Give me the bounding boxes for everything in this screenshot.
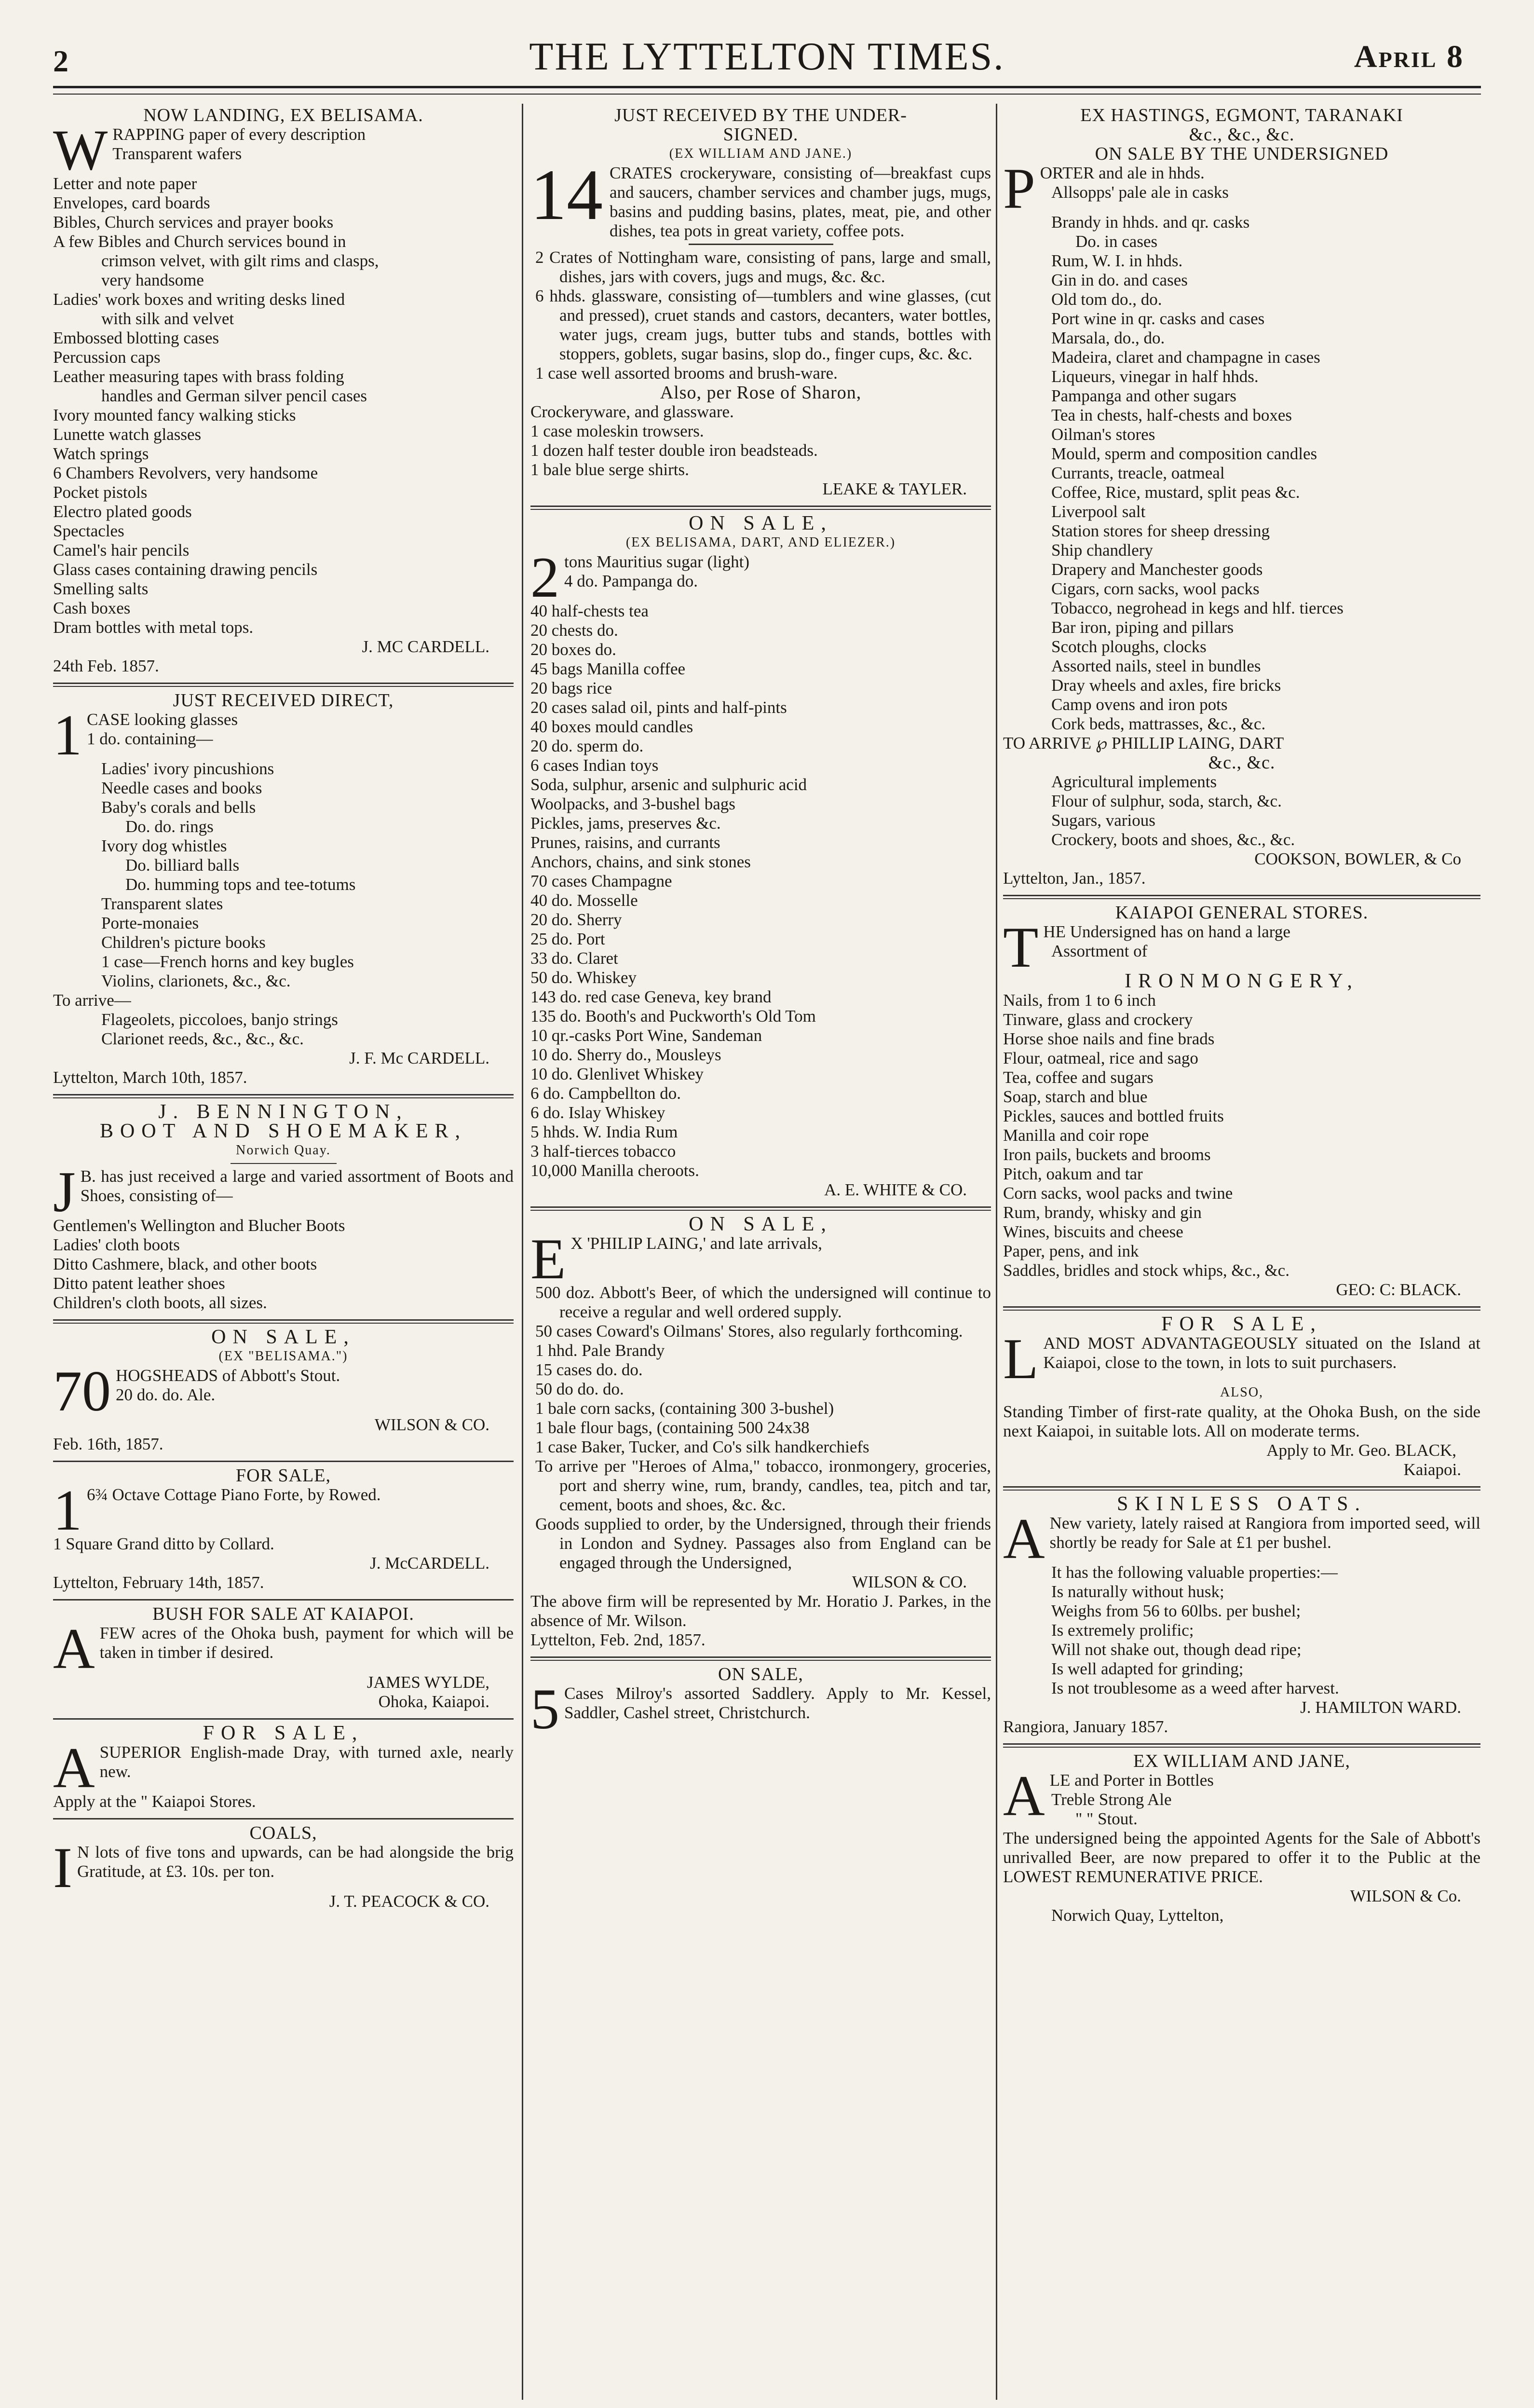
advert-item: 135 do. Booth's and Puckworth's Old Tom [530, 1007, 816, 1026]
advert-coals [53, 1821, 514, 1915]
advert-line: Scotch ploughs, clocks [1051, 637, 1207, 656]
advert-line: Station stores for sheep dressing [1051, 521, 1270, 540]
masthead [0, 0, 1534, 111]
advert-heading: FOR SALE, [1161, 1313, 1322, 1335]
drop-cap: 1 [53, 1478, 82, 1542]
advert-line: Children's picture books [101, 933, 266, 952]
advert-line: HOGSHEADS of Abbott's Stout. [116, 1366, 340, 1385]
advert-line: TO ARRIVE ℘ PHILLIP LAING, DART [1003, 734, 1284, 752]
drop-cap: 70 [53, 1359, 111, 1423]
advert-ae-white [530, 512, 991, 1204]
section-rule [1003, 1743, 1480, 1745]
advert-line: Gin in do. and cases [1051, 271, 1188, 289]
advert-line: CASE looking glasses [87, 710, 238, 729]
advert-belisama-stationery [53, 104, 514, 680]
drop-cap: L [1003, 1327, 1039, 1391]
advert-item: 25 do. Port [530, 930, 605, 948]
section-rule [530, 1206, 991, 1208]
advert-line: Apply at the " Kaiapoi Stores. [53, 1792, 256, 1811]
column-2 [530, 104, 991, 2400]
advert-line: Camp ovens and iron pots [1051, 695, 1228, 714]
advert-line: tons Mauritius sugar (light) [564, 552, 749, 571]
advert-signature: JAMES WYLDE, [367, 1673, 489, 1692]
advert-line: 1 bale blue serge shirts. [530, 460, 689, 479]
advert-line: 6¾ Octave Cottage Piano Forte, by Rowed. [87, 1485, 381, 1504]
advert-date: Rangiora, January 1857. [1003, 1717, 1168, 1736]
advert-item: 5 hhds. W. India Rum [530, 1122, 678, 1141]
advert-item: 20 do. Sherry [530, 910, 622, 929]
advert-signature: LEAKE & TAYLER. [822, 479, 967, 498]
advert-item: 143 do. red case Geneva, key brand [530, 987, 772, 1006]
advert-signature: WILSON & CO. [852, 1573, 967, 1591]
advert-line: with silk and velvet [101, 309, 234, 328]
advert-line: Ladies' ivory pincushions [101, 759, 274, 778]
advert-line: Rum, brandy, whisky and gin [1003, 1203, 1202, 1222]
advert-line: Leather measuring tapes with brass folding [53, 367, 344, 386]
advert-item: 50 do. Whiskey [530, 968, 637, 987]
advert-line: Bar iron, piping and pillars [1051, 618, 1234, 637]
advert-heading: ON SALE, [689, 1213, 833, 1235]
advert-line: Spectacles [53, 521, 124, 540]
advert-line: Currants, treacle, oatmeal [1051, 464, 1225, 482]
advert-sub: (EX BELISAMA, DART, AND ELIEZER.) [625, 535, 896, 550]
section-rule [1003, 1747, 1480, 1748]
advert-line: Pickles, sauces and bottled fruits [1003, 1107, 1224, 1125]
advert-date: Lyttelton, March 10th, 1857. [53, 1068, 247, 1087]
advert-line: &c., &c. [1208, 752, 1276, 773]
advert-place: Norwich Quay, Lyttelton, [1051, 1906, 1224, 1925]
advert-line: 1 dozen half tester double iron beadsteads. [530, 441, 818, 460]
advert-line: Weighs from 56 to 60lbs. per bushel; [1051, 1601, 1301, 1620]
advert-line: Flour of sulphur, soda, starch, &c. [1051, 792, 1282, 810]
section-rule [53, 1323, 514, 1324]
advert-line: very handsome [101, 271, 204, 289]
advert-just-received-direct [53, 689, 514, 1091]
advert-heading: EX HASTINGS, EGMONT, TARANAKI [1080, 105, 1403, 125]
advert-heading: &c., &c., &c. [1189, 124, 1295, 145]
advert-dray-for-sale [53, 1722, 514, 1815]
advert-item: 70 cases Champagne [530, 872, 672, 890]
advert-heading: SIGNED. [723, 124, 799, 145]
section-rule [1003, 898, 1480, 899]
advert-line: HE Undersigned has on hand a large [1043, 922, 1290, 941]
advert-line: handles and German silver pencil cases [101, 386, 367, 405]
advert-line: Watch springs [53, 444, 149, 463]
advert-item: 6 do. Campbellton do. [530, 1084, 681, 1103]
advert-line: Transparent wafers [112, 144, 242, 163]
advert-line: Saddles, bridles and stock whips, &c., &c. [1003, 1261, 1290, 1280]
column-rule [522, 104, 523, 2400]
advert-line: RAPPING paper of every description [112, 125, 366, 144]
advert-item: 20 bags rice [530, 679, 612, 698]
advert-signature: J. F. Mc CARDELL. [349, 1049, 489, 1067]
advert-line: Allsopps' pale ale in casks [1051, 183, 1229, 202]
advert-line: ORTER and ale in hhds. [1040, 164, 1205, 182]
advert-heading: KAIAPOI GENERAL STORES. [1115, 903, 1369, 923]
advert-skinless-oats [1003, 1492, 1480, 1740]
advert-line: Baby's corals and bells [101, 798, 256, 817]
advert-line: Bibles, Church services and prayer books [53, 213, 334, 232]
section-rule [53, 1818, 514, 1820]
advert-item: 1 case well assorted brooms and brush-ware. [535, 364, 838, 383]
advert-bush-for-sale [53, 1602, 514, 1715]
advert-place: Kaiapoi. [1403, 1460, 1461, 1479]
advert-line: Oilman's stores [1051, 425, 1155, 444]
advert-place: Ohoka, Kaiapoi. [378, 1692, 489, 1711]
advert-line: Letter and note paper [53, 174, 197, 193]
advert-line: Do. do. rings [125, 817, 214, 836]
drop-cap: P [1003, 156, 1035, 220]
advert-line: Dram bottles with metal tops. [53, 618, 254, 637]
advert-line: Clarionet reeds, &c., &c., &c. [101, 1029, 304, 1048]
drop-cap: E [530, 1227, 566, 1291]
short-rule [231, 1163, 337, 1164]
advert-item: 3 half-tierces tobacco [530, 1142, 676, 1161]
advert-line: Nails, from 1 to 6 inch [1003, 991, 1156, 1010]
advert-line: Children's cloth boots, all sizes. [53, 1293, 267, 1312]
advert-line: Ivory mounted fancy walking sticks [53, 406, 296, 424]
drop-cap: T [1003, 915, 1039, 979]
advert-body: X 'PHILIP LAING,' and late arrivals, [570, 1234, 822, 1253]
advert-heading: EX WILLIAM AND JANE, [1133, 1751, 1350, 1771]
advert-line: Tea in chests, half-chests and boxes [1051, 406, 1292, 424]
advert-line: Is not troublesome as a weed after harvest. [1051, 1679, 1339, 1697]
advert-line: Manilla and coir rope [1003, 1126, 1149, 1145]
advert-line: Is well adapted for grinding; [1051, 1659, 1244, 1678]
advert-body: AND MOST ADVANTAGEOUSLY situated on the Island at Kaiapoi, close to the town, in lots to suit purchasers. [1043, 1334, 1480, 1372]
drop-cap: A [1003, 1506, 1045, 1571]
advert-line: Dray wheels and axles, fire bricks [1051, 676, 1281, 695]
advert-signature: COOKSON, BOWLER, & Co [1254, 849, 1461, 868]
drop-cap: 14 [530, 155, 603, 235]
advert-date: Lyttelton, Jan., 1857. [1003, 869, 1146, 888]
advert-line: Porte-monaies [101, 914, 199, 932]
advert-item: 1 bale corn sacks, (containing 300 3-bushel) [535, 1399, 834, 1418]
advert-line: 20 do. do. Ale. [116, 1385, 216, 1404]
advert-line: Crockery, boots and shoes, &c., &c. [1051, 830, 1295, 849]
advert-item: 10 do. Glenlivet Whiskey [530, 1065, 704, 1083]
drop-cap: A [53, 1736, 95, 1800]
advert-line: Sugars, various [1051, 811, 1155, 830]
advert-line: Do. billiard balls [125, 856, 240, 875]
drop-cap: A [53, 1616, 95, 1681]
advert-line: Wines, biscuits and cheese [1003, 1222, 1183, 1241]
advert-item: Goods supplied to order, by the Undersigned, through their friends in London and Sydney. Passages also from England can be engaged through the Undersigned, [535, 1515, 991, 1572]
column-rule [996, 104, 997, 2400]
advert-body: CRATES crockeryware, consisting of—breakfast cups and saucers, chamber services and chamber jugs, mugs, basins and pudding basins, plates, meat, pie, and other dishes, tea pots in great variety, coffee pots. [610, 164, 991, 240]
advert-item: 500 doz. Abbott's Beer, of which the undersigned will continue to receive a regular and well ordered supply. [535, 1283, 991, 1321]
advert-line: Pitch, oakum and tar [1003, 1164, 1143, 1183]
advert-line: 1 case—French horns and key bugles [101, 952, 354, 971]
advert-item: 20 cases salad oil, pints and half-pints [530, 698, 787, 717]
section-rule [1003, 1310, 1480, 1311]
advert-body: Cases Milroy's assorted Saddlery. Apply to Mr. Kessel, Saddler, Cashel street, Christchurch. [564, 1684, 991, 1722]
advert-item: 1 bale flour bags, (containing 500 24x38 [535, 1418, 810, 1437]
advert-item: 33 do. Claret [530, 949, 618, 968]
advert-line: Corn sacks, wool packs and twine [1003, 1184, 1233, 1203]
advert-item: Pickles, jams, preserves &c. [530, 814, 721, 833]
advert-line: Is naturally without husk; [1051, 1582, 1224, 1601]
short-rule [689, 244, 833, 245]
advert-signature: A. E. WHITE & CO. [824, 1180, 967, 1199]
advert-line: Is extremely prolific; [1051, 1621, 1194, 1640]
advert-heading: ON SALE BY THE UNDERSIGNED [1095, 144, 1389, 164]
advert-heading: JUST RECEIVED BY THE UNDER- [614, 105, 907, 125]
advert-item: 20 do. sperm do. [530, 737, 644, 755]
advert-line: Assorted nails, steel in bundles [1051, 657, 1261, 675]
advert-body: New variety, lately raised at Rangiora from imported seed, will shortly be ready for Sale at £1 per bushel. [1049, 1514, 1480, 1552]
advert-item: Soda, sulphur, arsenic and sulphuric acid [530, 775, 807, 794]
advert-item: To arrive per "Heroes of Alma," tobacco, ironmongery, groceries, port and sherry wine, rum, brandy, candles, tea, pitch and tar, cement, boots and shoes, &c. &c. [535, 1457, 991, 1514]
advert-body: FEW acres of the Ohoka bush, payment for which will be taken in timber if desired. [99, 1624, 514, 1662]
advert-line: Ladies' work boxes and writing desks lined [53, 290, 345, 309]
advert-item: 20 boxes do. [530, 640, 616, 659]
advert-line: Ladies' cloth boots [53, 1235, 180, 1254]
advert-line: 6 Chambers Revolvers, very handsome [53, 464, 318, 482]
section-rule [1003, 895, 1480, 896]
advert-sub: (EX WILLIAM AND JANE.) [669, 146, 853, 161]
page-number: 2 [53, 44, 68, 78]
advert-line: Transparent slates [101, 894, 223, 913]
advert-subheading: BOOT AND SHOEMAKER, [99, 1120, 467, 1142]
advert-heading: ON SALE, [211, 1326, 355, 1348]
advert-line: Assortment of [1051, 942, 1148, 960]
advert-line: Tobacco, negrohead in kegs and hlf. tierces [1051, 599, 1344, 617]
section-rule [53, 1319, 514, 1321]
drop-cap: J [53, 1160, 76, 1224]
advert-signature: WILSON & Co. [1350, 1887, 1461, 1905]
drop-cap: 5 [530, 1677, 559, 1741]
advert-line: 1 Square Grand ditto by Collard. [53, 1534, 274, 1553]
advert-line: Tinware, glass and crockery [1003, 1010, 1193, 1029]
advert-abbotts-stout [53, 1326, 514, 1458]
advert-line: Ivory dog whistles [101, 836, 227, 855]
advert-line: Pampanga and other sugars [1051, 386, 1236, 405]
advert-sub: (EX "BELISAMA.") [218, 1349, 348, 1364]
advert-date: 24th Feb. 1857. [53, 657, 159, 675]
advert-item: 15 cases do. do. [535, 1360, 643, 1379]
drop-cap: 2 [530, 545, 559, 609]
advert-leake-tayler [530, 104, 991, 503]
advert-date: Feb. 16th, 1857. [53, 1435, 163, 1453]
advert-line: 1 do. containing— [87, 729, 213, 748]
advert-line: Cash boxes [53, 599, 131, 617]
advert-apply: Apply to Mr. Geo. BLACK, [1266, 1441, 1456, 1460]
section-rule [530, 1656, 991, 1658]
advert-item: 6 do. Islay Whiskey [530, 1103, 665, 1122]
advert-line: Marsala, do., do. [1051, 328, 1165, 347]
section-rule [1003, 1486, 1480, 1488]
advert-line: Smelling salts [53, 579, 149, 598]
advert-wilson-ale-porter [1003, 1750, 1480, 1929]
advert-saddlery [530, 1663, 991, 1741]
advert-line: 1 case moleskin trowsers. [530, 422, 704, 440]
advert-item: 50 do do. do. [535, 1380, 624, 1398]
advert-piano-forte [53, 1464, 514, 1596]
advert-line: Port wine in qr. casks and cases [1051, 309, 1265, 328]
advert-line: Pocket pistols [53, 483, 148, 502]
advert-body: B. has just received a large and varied assortment of Boots and Shoes, consisting of— [80, 1167, 514, 1205]
drop-cap: A [1003, 1764, 1045, 1828]
section-rule [53, 686, 514, 687]
section-rule [53, 1097, 514, 1098]
masthead-rule [53, 86, 1481, 88]
advert-line: Lunette watch glasses [53, 425, 202, 444]
advert-date: Lyttelton, February 14th, 1857. [53, 1573, 264, 1592]
advert-line: To arrive— [53, 991, 131, 1010]
advert-line: Camel's hair pencils [53, 541, 190, 560]
advert-signature: GEO: C: BLACK. [1336, 1280, 1461, 1299]
section-rule [53, 1599, 514, 1601]
column-1 [53, 104, 514, 2400]
advert-line: Horse shoe nails and fine brads [1003, 1029, 1215, 1048]
advert-item: Prunes, raisins, and currants [530, 833, 720, 852]
advert-item: 6 cases Indian toys [530, 756, 659, 775]
advert-line: Needle cases and books [101, 779, 262, 797]
advert-heading: COALS, [249, 1823, 317, 1843]
advert-line: Glass cases containing drawing pencils [53, 560, 318, 579]
advert-signature: J. T. PEACOCK & CO. [329, 1892, 489, 1911]
advert-item: 1 hhd. Pale Brandy [535, 1341, 665, 1360]
advert-item: 10,000 Manilla cheroots. [530, 1161, 699, 1180]
section-rule [53, 1461, 514, 1462]
drop-cap: 1 [53, 703, 82, 767]
advert-line: Ditto Cashmere, black, and other boots [53, 1255, 317, 1273]
advert-item: Anchors, chains, and sink stones [530, 852, 751, 871]
advert-line: Crockeryware, and glassware. [530, 402, 734, 421]
advert-line: Drapery and Manchester goods [1051, 560, 1263, 579]
advert-line: Old tom do., do. [1051, 290, 1162, 309]
section-rule [53, 683, 514, 684]
advert-line: Electro plated goods [53, 502, 192, 521]
advert-line: Liqueurs, vinegar in half hhds. [1051, 367, 1259, 386]
advert-item: Woolpacks, and 3-bushel bags [530, 794, 735, 813]
advert-land-for-sale [1003, 1313, 1480, 1483]
advert-line: Paper, pens, and ink [1003, 1242, 1139, 1260]
advert-item: 10 qr.-casks Port Wine, Sandeman [530, 1026, 762, 1045]
advert-item: 40 half-chests tea [530, 602, 649, 620]
advert-body: N lots of five tons and upwards, can be had alongside the brig Gratitude, at £3. 10s. per ton. [77, 1843, 514, 1881]
advert-line: Violins, clarionets, &c., &c. [101, 971, 291, 990]
section-rule [530, 1210, 991, 1211]
advert-line: 4 do. Pampanga do. [564, 572, 698, 590]
advert-item: 1 case Baker, Tucker, and Co's silk handkerchiefs [535, 1437, 869, 1456]
advert-line: A few Bibles and Church services bound in [53, 232, 346, 251]
advert-line: Agricultural implements [1051, 772, 1217, 791]
advert-heading: NOW LANDING, EX BELISAMA. [143, 105, 423, 125]
advert-heading: ON SALE, [689, 512, 833, 534]
section-rule [530, 509, 991, 510]
advert-heading: FOR SALE, [236, 1465, 331, 1486]
advert-line: Envelopes, card boards [53, 193, 210, 212]
advert-line: Flageolets, piccoloes, banjo strings [101, 1010, 338, 1029]
masthead-rule [53, 94, 1481, 95]
advert-body: Standing Timber of first-rate quality, at the Ohoka Bush, on the side next Kaiapoi, in suitable lots. All on moderate terms. [1003, 1402, 1480, 1440]
advert-line: Flour, oatmeal, rice and sago [1003, 1049, 1198, 1067]
advert-line: Percussion caps [53, 348, 161, 367]
section-rule [530, 1660, 991, 1661]
advert-item: 40 do. Mosselle [530, 891, 638, 910]
section-rule [53, 1094, 514, 1095]
advert-item: 20 chests do. [530, 621, 618, 640]
advert-heading: ON SALE, [718, 1664, 803, 1684]
advert-item: 40 boxes mould candles [530, 717, 693, 736]
section-rule [1003, 1306, 1480, 1308]
advert-signature: J. HAMILTON WARD. [1300, 1698, 1461, 1717]
advert-line: Rum, W. I. in hhds. [1051, 251, 1183, 270]
advert-heading: J. BENNINGTON, [158, 1101, 408, 1123]
advert-item: 2 Crates of Nottingham ware, consisting of pans, large and small, dishes, jars with covers, jugs and mugs, &c. &c. [535, 248, 991, 286]
newspaper-title: THE LYTTELTON TIMES. [529, 34, 1005, 78]
advert-heading: FOR SALE, [203, 1722, 364, 1744]
advert-line: Coffee, Rice, mustard, split peas &c. [1051, 483, 1300, 502]
advert-item: 10 do. Sherry do., Mousleys [530, 1045, 721, 1064]
advert-line: Treble Strong Ale [1051, 1790, 1172, 1809]
advert-line: Embossed blotting cases [53, 328, 219, 347]
advert-body: The undersigned being the appointed Agents for the Sale of Abbott's unrivalled Beer, are now prepared to offer it to the Public at the LOWEST REMUNERATIVE PRICE. [1003, 1829, 1480, 1886]
advert-line: Iron pails, buckets and brooms [1003, 1145, 1211, 1164]
section-rule [530, 506, 991, 507]
drop-cap: W [53, 118, 108, 182]
advert-line: " " Stout. [1075, 1809, 1138, 1828]
advert-line: Do. humming tops and tee-totums [125, 875, 356, 894]
advert-heading: SKINLESS OATS. [1116, 1493, 1367, 1515]
advert-line: Mould, sperm and composition candles [1051, 444, 1317, 463]
advert-line: Brandy in hhds. and qr. casks [1051, 213, 1250, 232]
advert-line: Cigars, corn sacks, wool packs [1051, 579, 1260, 598]
advert-philip-laing [530, 1213, 991, 1654]
advert-also: ALSO, [1220, 1385, 1264, 1400]
advert-line: Ship chandlery [1051, 541, 1153, 560]
advert-also: Also, per Rose of Sharon, [660, 383, 862, 403]
advert-signature: J. MC CARDELL. [362, 637, 489, 656]
advert-note: The above firm will be represented by Mr. Horatio J. Parkes, in the absence of Mr. Wilson. [530, 1592, 991, 1630]
advert-signature: WILSON & CO. [374, 1415, 489, 1434]
advert-line: It has the following valuable properties:— [1051, 1563, 1338, 1582]
advert-signature: J. McCARDELL. [370, 1554, 489, 1573]
advert-item: 50 cases Coward's Oilmans' Stores, also regularly forthcoming. [535, 1322, 963, 1341]
advert-line: Will not shake out, though dead ripe; [1051, 1640, 1302, 1659]
advert-line: Tea, coffee and sugars [1003, 1068, 1154, 1087]
drop-cap: I [53, 1835, 72, 1900]
advert-body: SUPERIOR English-made Dray, with turned axle, nearly new. [99, 1743, 514, 1781]
advert-line: LE and Porter in Bottles [1049, 1771, 1214, 1790]
advert-line: Gentlemen's Wellington and Blucher Boots [53, 1216, 345, 1235]
advert-line: crimson velvet, with gilt rims and clasps, [101, 251, 379, 270]
advert-item: 45 bags Manilla coffee [530, 659, 686, 678]
advert-bennington-bootmaker [53, 1100, 514, 1316]
advert-line: Liverpool salt [1051, 502, 1146, 521]
advert-heading: BUSH FOR SALE AT KAIAPOI. [152, 1604, 414, 1624]
section-rule [1003, 1490, 1480, 1491]
advert-date: Lyttelton, Feb. 2nd, 1857. [530, 1630, 706, 1649]
advert-line: Cork beds, mattrasses, &c., &c. [1051, 714, 1266, 733]
advert-line: Soap, starch and blue [1003, 1087, 1148, 1106]
advert-line: Do. in cases [1075, 232, 1158, 251]
issue-date: April 8 [1354, 39, 1464, 74]
column-3 [1003, 104, 1480, 2400]
advert-kaiapoi-stores [1003, 901, 1480, 1303]
advert-item: 6 hhds. glassware, consisting of—tumblers and wine glasses, (cut and pressed), cruet stands and castors, decanters, water bottles, water jugs, cream jugs, butter tubs and stands, bottles with stoppers, goblets, sugar basins, slop do., finger cups, &c. &c. [535, 287, 991, 363]
advert-heading: JUST RECEIVED DIRECT, [173, 690, 394, 711]
advert-place: Norwich Quay. [236, 1143, 331, 1158]
section-rule [53, 1718, 514, 1720]
advert-title: IRONMONGERY, [1125, 970, 1359, 992]
advert-line: Ditto patent leather shoes [53, 1274, 225, 1293]
advert-cookson-bowler [1003, 104, 1480, 892]
advert-line: Madeira, claret and champagne in cases [1051, 348, 1320, 367]
